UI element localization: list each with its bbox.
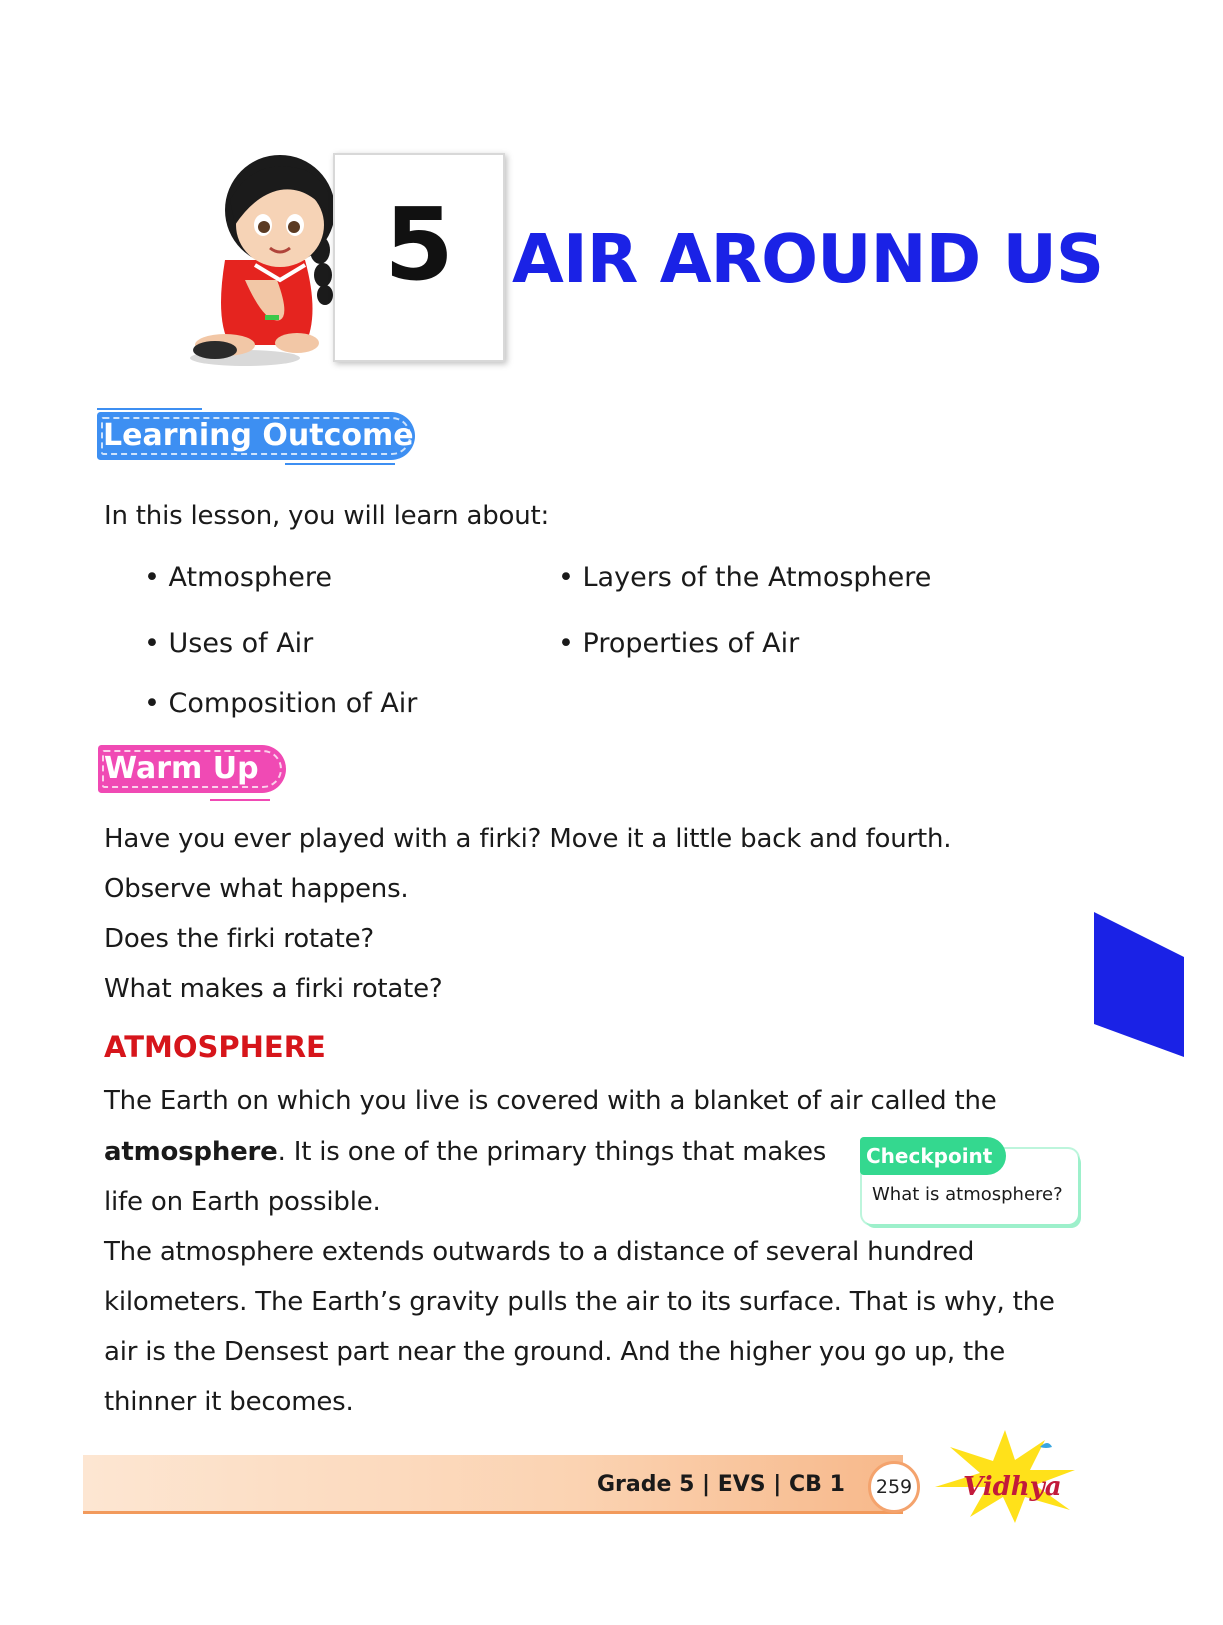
paragraph-line: air is the Densest part near the ground. And the higher you go up, the: [104, 1337, 1006, 1367]
decor-line: [210, 799, 270, 801]
checkpoint-label: Checkpoint: [860, 1137, 1006, 1175]
atmosphere-heading: ATMOSPHERE: [104, 1030, 326, 1064]
chapter-number-card: [333, 153, 505, 362]
decor-line: [285, 463, 395, 465]
warm-up-line: Have you ever played with a firki? Move it a little back and fourth.: [104, 824, 952, 854]
topic-item: • Composition of Air: [144, 688, 417, 719]
topic-item: • Uses of Air: [144, 628, 313, 659]
warm-up-line: What makes a firki rotate?: [104, 974, 443, 1004]
publisher-logo: [925, 1425, 1085, 1525]
decor-line: [97, 408, 202, 410]
footer-text: Grade 5 | EVS | CB 1: [597, 1472, 845, 1497]
topic-item: • Properties of Air: [558, 628, 799, 659]
page-number: 259: [868, 1461, 920, 1513]
paragraph-line: [104, 1136, 826, 1169]
warm-up-line: Does the firki rotate?: [104, 924, 375, 954]
paragraph-line: The Earth on which you live is covered with a blanket of air called the: [104, 1086, 997, 1116]
bold-term: atmosphere: [104, 1137, 278, 1167]
paragraph-line: The atmosphere extends outwards to a distance of several hundred: [104, 1237, 975, 1267]
warm-up-label: Warm Up: [98, 745, 286, 793]
paragraph-line: life on Earth possible.: [104, 1187, 381, 1217]
topic-item: • Atmosphere: [144, 562, 332, 593]
logo-text: Vidhya: [963, 1472, 1062, 1502]
chapter-number: 5: [384, 186, 454, 303]
paragraph-line: thinner it becomes.: [104, 1387, 354, 1417]
chapter-title: AIR AROUND US: [512, 220, 1104, 298]
paragraph-line: kilometers. The Earth’s gravity pulls the air to its surface. That is why, the: [104, 1287, 1055, 1317]
lesson-intro: In this lesson, you will learn about:: [104, 501, 550, 531]
learning-outcomes-label: Learning Outcomes: [97, 412, 415, 460]
chapter-side-tab: [1094, 912, 1184, 1057]
checkpoint-question: What is atmosphere?: [872, 1184, 1063, 1205]
paragraph-fragment: . It is one of the primary things that makes: [277, 1137, 827, 1167]
topic-item: • Layers of the Atmosphere: [558, 562, 931, 593]
warm-up-line: Observe what happens.: [104, 874, 409, 904]
